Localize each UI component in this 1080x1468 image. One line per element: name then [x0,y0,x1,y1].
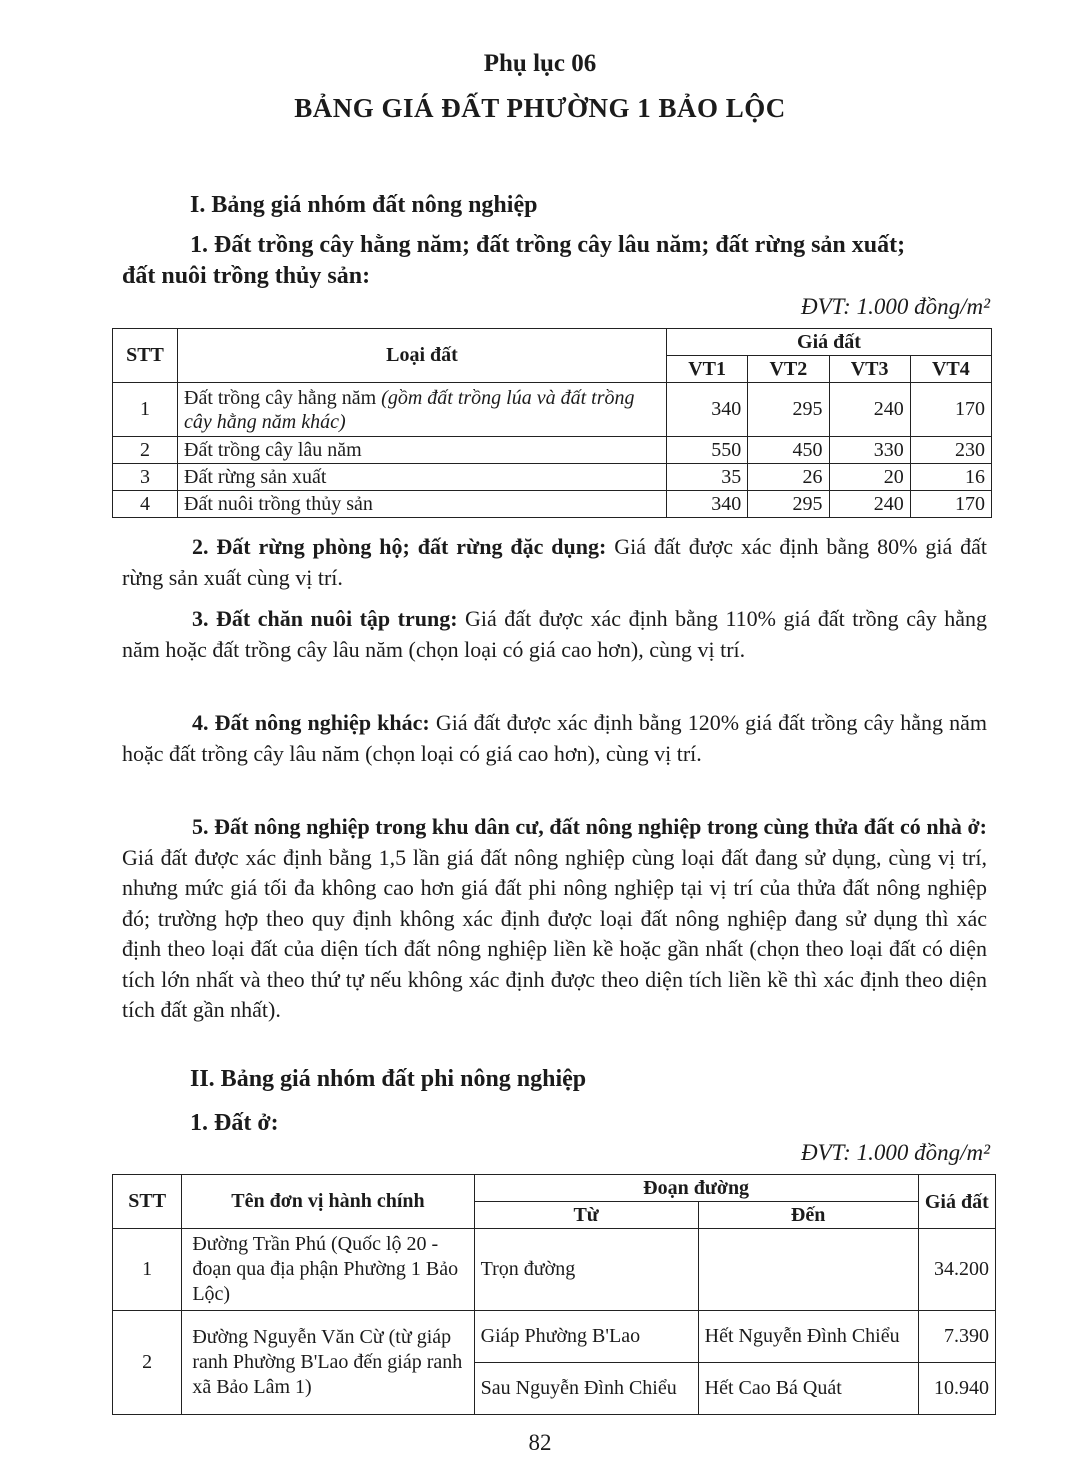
table-row [113,383,992,437]
cell-tu: Giáp Phường B'Lao [474,1311,698,1363]
cell-tu: Sau Nguyễn Đình Chiểu [474,1363,698,1415]
header-gia-dat: Giá đất [667,329,992,356]
header-doan-duong: Đoạn đường [474,1175,918,1202]
section-heading-non-agricultural: II. Bảng giá nhóm đất phi nông nghiệp [190,1066,587,1092]
cell-stt: 2 [113,1311,182,1415]
header-vt1: VT1 [667,356,748,383]
header-vt3: VT3 [829,356,910,383]
table-row [113,491,992,518]
cell-vt4: 170 [910,491,991,518]
paragraph-2 [122,532,987,593]
cell-vt4: 16 [910,464,991,491]
header-gia-dat: Giá đất [918,1175,995,1229]
page-number: 82 [528,1430,552,1455]
page-title: BẢNG GIÁ ĐẤT PHƯỜNG 1 BẢO LỘC [294,93,786,123]
cell-vt4: 230 [910,437,991,464]
paragraph-4 [122,708,987,769]
cell-vt1: 35 [667,464,748,491]
paragraph-4-lead: 4. Đất nông nghiệp khác: [192,710,430,735]
header-den: Đến [698,1202,918,1229]
header-vt4: VT4 [910,356,991,383]
cell-stt: 3 [113,464,178,491]
cell-vt1: 550 [667,437,748,464]
unit-label-1: ĐVT: 1.000 đồng/m² [801,294,990,319]
cell-den: Hết Nguyễn Đình Chiểu [698,1311,918,1363]
paragraph-3-text: Giá đất được xác định bằng 110% giá đất trồng cây hằng năm hoặc đất trồng cây lâu năm (chọn loại có giá cao hơn), cùng vị trí. [122,606,987,662]
cell-vt2: 26 [748,464,829,491]
cell-gia-dat: 10.940 [918,1363,995,1415]
cell-vt2: 295 [748,383,829,437]
cell-ten-don-vi: Đường Trần Phú (Quốc lộ 20 - đoạn qua địa phận Phường 1 Bảo Lộc) [182,1229,474,1311]
paragraph-3-lead: 3. Đất chăn nuôi tập trung: [192,606,458,631]
paragraph-4-text: Giá đất được xác định bằng 120% giá đất trồng cây hằng năm hoặc đất trồng cây lâu năm (chọn loại có giá cao hơn), cùng vị trí. [122,710,987,766]
cell-stt: 2 [113,437,178,464]
header-stt: STT [113,1175,182,1229]
cell-vt3: 330 [829,437,910,464]
land-type-note: (gồm đất trồng lúa và đất trồng cây hằng năm khác) [184,386,635,433]
table-row [113,1311,996,1363]
table-row [113,1229,996,1311]
land-type-name: Đất trồng cây hằng năm [184,386,382,409]
agricultural-price-table [112,328,992,518]
cell-stt: 1 [113,383,178,437]
header-stt: STT [113,329,178,383]
subheading-1-line1: 1. Đất trồng cây hằng năm; đất trồng cây lâu năm; đất rừng sản xuất; [190,232,906,258]
header-tu: Từ [474,1202,698,1229]
subheading-1-line2: đất nuôi trồng thủy sản: [122,263,371,289]
appendix-label: Phụ lục 06 [483,50,597,77]
cell-vt1: 340 [667,383,748,437]
unit-label-2: ĐVT: 1.000 đồng/m² [801,1140,990,1165]
cell-vt4: 170 [910,383,991,437]
cell-vt2: 295 [748,491,829,518]
cell-loai-dat [178,383,667,437]
cell-ten-don-vi: Đường Nguyễn Văn Cừ (từ giáp ranh Phường B'Lao đến giáp ranh xã Bảo Lâm 1) [182,1311,474,1415]
table-row [113,437,992,464]
cell-den [698,1229,918,1311]
cell-gia-dat: 7.390 [918,1311,995,1363]
paragraph-3 [122,604,987,665]
cell-vt1: 340 [667,491,748,518]
cell-loai-dat: Đất nuôi trồng thủy sản [178,491,667,518]
residential-price-table [112,1174,996,1415]
paragraph-5 [122,812,987,1026]
cell-vt3: 20 [829,464,910,491]
subheading-residential: 1. Đất ở: [190,1110,279,1136]
cell-stt: 1 [113,1229,182,1311]
header-loai-dat: Loại đất [178,329,667,383]
header-vt2: VT2 [748,356,829,383]
cell-vt2: 450 [748,437,829,464]
cell-den: Hết Cao Bá Quát [698,1363,918,1415]
table-row [113,464,992,491]
cell-loai-dat: Đất trồng cây lâu năm [178,437,667,464]
cell-vt3: 240 [829,491,910,518]
cell-stt: 4 [113,491,178,518]
cell-loai-dat: Đất rừng sản xuất [178,464,667,491]
header-ten-don-vi: Tên đơn vị hành chính [182,1175,474,1229]
paragraph-5-text: Giá đất được xác định bằng 1,5 lần giá đất nông nghiệp cùng loại đất đang sử dụng, cùng vị trí, nhưng mức giá tối đa không cao hơn giá đất phi nông nghiệp tại vị trí của thửa đất nông nghiệp đó; trường hợp theo quy định không xác định được loại đất nông nghiệp đang sử dụng thì xác định theo loại đất của diện tích đất nông nghiệp liền kề hoặc gần nhất (chọn theo loại đất có diện tích lớn nhất và theo thứ tự nếu không xác định được theo diện tích liền kề thì xác định theo diện tích đất gần nhất). [122,844,987,1022]
cell-gia-dat: 34.200 [918,1229,995,1311]
cell-tu: Trọn đường [474,1229,698,1311]
paragraph-5-lead: 5. Đất nông nghiệp trong khu dân cư, đất nông nghiệp trong cùng thửa đất có nhà ở: [192,814,987,839]
cell-vt3: 240 [829,383,910,437]
section-heading-agricultural: I. Bảng giá nhóm đất nông nghiệp [190,192,538,218]
paragraph-2-lead: 2. Đất rừng phòng hộ; đất rừng đặc dụng: [192,534,607,559]
paragraph-2-text: Giá đất được xác định bằng 80% giá đất rừng sản xuất cùng vị trí. [122,534,988,590]
